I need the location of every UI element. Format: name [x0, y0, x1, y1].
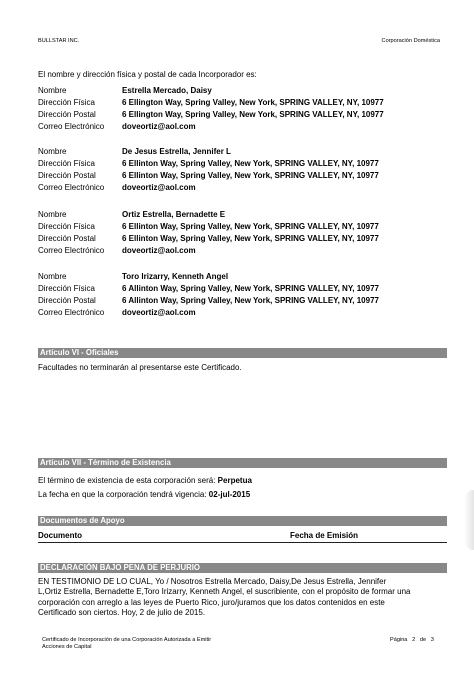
email-label: Correo Electrónico	[38, 183, 105, 192]
articulo-vi-text: Facultades no terminarán al presentarse este Certificado.	[38, 363, 242, 372]
term-label: El término de existencia de esta corporación será:	[38, 476, 216, 485]
email-label: Correo Electrónico	[38, 246, 105, 255]
effective-date-line	[38, 490, 250, 499]
postal-address-label: Dirección Postal	[38, 171, 96, 180]
physical-address-label: Dirección Física	[38, 284, 95, 293]
section-header-articulo-vi: Artículo VI - Oficiales	[38, 348, 447, 358]
footer-line-1: Certificado de Incorporación de una Corporación Autorizada a Emitir	[42, 637, 212, 643]
physical-address-label: Dirección Física	[38, 159, 95, 168]
term-line	[38, 476, 252, 485]
name-label: Nombre	[38, 210, 67, 219]
declaration-line: EN TESTIMONIO DE LO CUAL, Yo / Nosotros Estrella Mercado, Daisy,De Jesus Estrella, Jennifer	[38, 577, 387, 586]
header-company: BULLSTAR INC.	[38, 38, 80, 44]
header-corp-type: Corporación Doméstica	[381, 38, 440, 44]
incorporator-name: Ortiz Estrella, Bernadette E	[122, 210, 226, 219]
term-value: Perpetua	[217, 476, 252, 485]
email-value: doveortiz@aol.com	[122, 183, 196, 192]
postal-address: 6 Ellinton Way, Spring Valley, New York, SPRING VALLEY, NY, 10977	[122, 171, 379, 180]
postal-address-label: Dirección Postal	[38, 296, 96, 305]
name-label: Nombre	[38, 86, 67, 95]
email-label: Correo Electrónico	[38, 308, 105, 317]
page-current: 2	[412, 637, 416, 643]
email-value: doveortiz@aol.com	[122, 246, 196, 255]
footer-line-2: Acciones de Capital	[42, 644, 92, 650]
section-header-documentos: Documentos de Apoyo	[38, 516, 447, 526]
physical-address: 6 Allinton Way, Spring Valley, New York, SPRING VALLEY, NY, 10977	[122, 284, 379, 293]
declaration-line: L,Ortiz Estrella, Bernadette E,Toro Irizarry, Kenneth Angel, el suscribiente, con el propósito de formar una	[38, 587, 411, 597]
physical-address: 6 Ellinton Way, Spring Valley, New York, SPRING VALLEY, NY, 10977	[122, 159, 379, 168]
page-sep: de	[419, 637, 427, 643]
email-label: Correo Electrónico	[38, 122, 105, 131]
name-label: Nombre	[38, 147, 67, 156]
column-header-documento: Documento	[38, 531, 82, 540]
physical-address-label: Dirección Física	[38, 222, 95, 231]
page-label: Página	[390, 637, 408, 643]
postal-address: 6 Ellinton Way, Spring Valley, New York, SPRING VALLEY, NY, 10977	[122, 234, 379, 243]
postal-address-label: Dirección Postal	[38, 110, 96, 119]
effective-date-label: La fecha en que la corporación tendrá vigencia:	[38, 490, 207, 499]
section-header-declaracion: DECLARACIÓN BAJO PENA DE PERJURIO	[38, 563, 447, 573]
page-indicator	[390, 637, 434, 644]
postal-address-label: Dirección Postal	[38, 234, 96, 243]
declaration-line: Certificado son ciertos. Hoy, 2 de julio de 2015.	[38, 608, 206, 618]
declaration-line: corporación con arreglo a las leyes de Puerto Rico, juro/juramos que los datos contenidos en este	[38, 597, 385, 607]
email-value: doveortiz@aol.com	[122, 308, 196, 317]
incorporator-name: De Jesus Estrella, Jennifer L	[122, 147, 231, 156]
section-header-articulo-vii: Artículo VII - Término de Existencia	[38, 458, 447, 468]
physical-address: 6 Ellinton Way, Spring Valley, New York, SPRING VALLEY, NY, 10977	[122, 222, 379, 231]
page-edge-shadow	[464, 490, 474, 550]
declaration-paragraph	[38, 577, 450, 619]
footer-certificate-title	[42, 637, 211, 651]
email-value: doveortiz@aol.com	[122, 122, 196, 131]
incorporator-name: Toro Irizarry, Kenneth Angel	[122, 272, 229, 281]
effective-date-value: 02-jul-2015	[208, 490, 251, 499]
page-total: 3	[430, 637, 434, 643]
postal-address: 6 Allinton Way, Spring Valley, New York, SPRING VALLEY, NY, 10977	[122, 296, 379, 305]
postal-address: 6 Ellington Way, Spring Valley, New York, SPRING VALLEY, NY, 10977	[122, 110, 384, 119]
name-label: Nombre	[38, 272, 67, 281]
physical-address: 6 Ellington Way, Spring Valley, New York, SPRING VALLEY, NY, 10977	[122, 98, 384, 107]
incorporator-name: Estrella Mercado, Daisy	[122, 86, 212, 95]
table-divider	[38, 542, 447, 543]
incorporators-intro: El nombre y dirección física y postal de cada Incorporador es:	[38, 70, 257, 79]
physical-address-label: Dirección Física	[38, 98, 95, 107]
column-header-fecha-emision: Fecha de Emisión	[290, 531, 359, 540]
